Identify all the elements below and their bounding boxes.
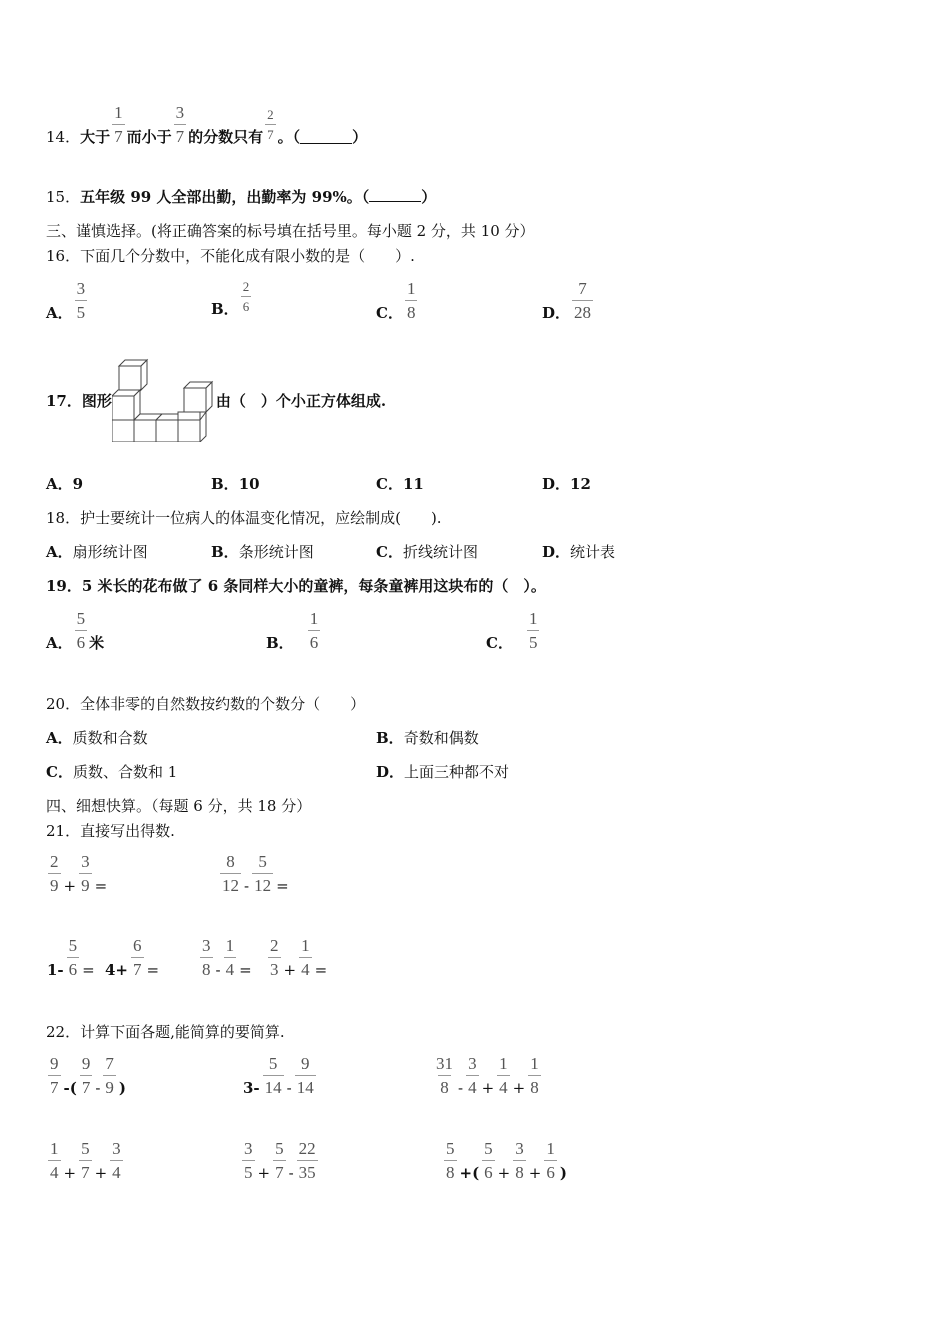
question-22-stem: 22．计算下面各题,能简算的要简算. [46,1023,285,1041]
option[interactable] [376,280,419,321]
fraction: $\frac{3}{8}$ [515,1139,524,1182]
fraction: $\frac{3}{8}$ [202,936,211,979]
option-value: 扇形统计图 [72,543,148,561]
equals-sign: = [82,960,95,979]
option-value: 折线统计图 [402,543,478,561]
equals-sign: = [314,960,328,979]
option[interactable] [376,541,478,562]
option-value: 9 [72,475,84,493]
fraction: $\frac{5}{6}$ [68,936,78,979]
fraction: $\frac{3}{7}$ [175,103,185,146]
option-label: D． [542,475,571,493]
operator: 4+ [105,960,129,979]
expression [46,937,96,978]
operator: 1- [47,960,64,979]
option-value: 11 [402,475,424,493]
question-21-stem: 21．直接写出得数. [46,822,175,840]
option-label: B． [211,475,239,493]
operator: + [63,1163,77,1182]
operator: 3- [243,1078,260,1097]
operator: - [95,1078,101,1097]
fraction: $\frac{1}{6}$ [546,1139,555,1182]
fraction: $\frac{8}{12}$ [222,852,239,895]
fraction: $\frac{2}{7}$ [267,107,274,142]
operator: - [215,960,221,979]
operator: ) [118,1078,127,1097]
option-label: A． [46,634,73,652]
fraction: $\frac{1}{5}$ [528,609,538,652]
option-value: 12 [570,475,591,493]
equals-sign: = [94,876,108,895]
operator: - [288,1163,294,1182]
expression [240,1140,320,1181]
fraction: $\frac{1}{4}$ [50,1139,59,1182]
option-value: 10 [238,475,260,493]
option-value: 奇数和偶数 [403,729,479,747]
fraction: $\frac{3}{9}$ [81,852,90,895]
option-label: C． [376,475,403,493]
question-text: 的分数只有 [188,128,264,146]
option[interactable] [46,280,89,321]
expression [242,1055,318,1096]
answer-blank[interactable] [369,187,421,202]
cube-figure [112,358,216,442]
option-label: C． [486,634,513,652]
option[interactable] [376,761,509,782]
operator: + [528,1163,542,1182]
fraction: $\frac{1}{4}$ [301,936,310,979]
option[interactable] [542,541,615,562]
fraction: $\frac{3}{4}$ [112,1139,121,1182]
operator: + [497,1163,511,1182]
question-number: 14． [46,128,81,146]
question-text: 大于 [80,128,111,146]
option-label: C． [46,763,73,781]
operator: + [63,876,77,895]
question-number: 15． [46,188,81,206]
option[interactable] [542,473,591,494]
option[interactable] [376,727,479,748]
fraction: $\frac{5}{8}$ [446,1139,455,1182]
fraction: $\frac{5}{14}$ [264,1054,282,1097]
option-label: B． [266,634,294,652]
fraction: $\frac{1}{8}$ [530,1054,539,1097]
option-label: B． [376,729,404,747]
fraction: $\frac{1}{8}$ [406,279,416,322]
question-20-stem: 20．全体非零的自然数按约数的个数分（ ） [46,695,366,713]
option-value: 统计表 [570,543,616,561]
option-value: 质数和合数 [72,729,148,747]
fraction: $\frac{6}{7}$ [133,936,142,979]
option-label: D． [376,763,405,781]
answer-blank[interactable] [300,129,352,144]
expression [104,937,160,978]
operator: + [481,1078,495,1097]
option[interactable] [46,541,148,562]
expression [218,853,290,894]
fraction: $\frac{2}{6}$ [242,279,250,314]
option-label: A． [46,729,73,747]
question-text: 由（ ）个小正方体组成. [215,391,387,410]
fraction: $\frac{9}{14}$ [296,1054,314,1097]
option-label: D． [542,543,571,561]
operator: + [512,1078,526,1097]
section-heading: 三、谨慎选择。(将正确答案的标号填在括号里。每小题 2 分，共 10 分） [46,222,535,240]
option[interactable] [46,761,177,782]
option-label: B． [211,300,239,318]
option-value: 条形统计图 [238,543,314,561]
question-text: 而小于 [126,128,172,146]
fraction: $\frac{5}{6}$ [76,609,86,652]
expression [46,853,108,894]
fraction: $\frac{1}{6}$ [309,609,319,652]
fraction: $\frac{2}{9}$ [50,852,59,895]
expression [46,1140,125,1181]
option[interactable] [46,727,148,748]
fraction: $\frac{7}{9}$ [105,1054,114,1097]
option[interactable] [46,610,104,651]
fraction: $\frac{5}{12}$ [254,852,272,895]
fraction: $\frac{1}{7}$ [114,103,123,146]
operator: - [286,1078,292,1097]
question-16-stem: 16．下面几个分数中，不能化成有限小数的是（ ）. [46,247,415,265]
option-label: A． [46,475,73,493]
fraction: $\frac{5}{7}$ [81,1139,90,1182]
operator: ) [559,1163,567,1182]
fraction: $\frac{1}{4}$ [499,1054,508,1097]
question-19-stem: 19．5 米长的花布做了 6 条同样大小的童裤，每条童裤用这块布的（ ）。 [46,577,546,595]
question-15 [46,186,436,207]
question-text: ） [421,188,437,206]
question-text: 五年级 99 人全部出勤，出勤率为 99%。（ [80,188,370,206]
option[interactable] [211,473,260,494]
option-label: C． [376,543,403,561]
equals-sign: = [239,960,252,979]
expression [46,1055,127,1096]
fraction: $\frac{7}{28}$ [574,279,592,322]
option[interactable] [376,473,424,494]
operator: + [94,1163,108,1182]
option[interactable] [211,541,314,562]
operator: - [458,1078,464,1097]
option[interactable] [542,280,595,321]
fraction: $\frac{5}{6}$ [484,1139,493,1182]
equals-sign: = [146,960,160,979]
fraction: $\frac{22}{35}$ [298,1139,316,1182]
fraction: $\frac{3}{5}$ [244,1139,253,1182]
question-text: 。（ [277,128,301,146]
option[interactable] [486,610,541,651]
option-label: D． [542,304,571,322]
expression [442,1140,568,1181]
expression [432,1055,543,1096]
option-label: A． [46,304,73,322]
unit-label: 米 [89,634,105,652]
option[interactable] [266,610,322,651]
question-text: 17．图形 [46,391,112,410]
operator: - [244,876,250,895]
operator: + [257,1163,271,1182]
expression [266,937,328,978]
option-label: C． [376,304,403,322]
operator: -( [63,1078,77,1097]
option-label: B． [211,543,239,561]
option[interactable] [46,473,83,494]
fraction: $\frac{3}{4}$ [468,1054,477,1097]
fraction: $\frac{3}{5}$ [76,279,86,322]
fraction: $\frac{5}{7}$ [275,1139,284,1182]
operator: +( [459,1163,480,1182]
question-18-stem: 18．护士要统计一位病人的体温变化情况，应绘制成( ). [46,509,442,527]
fraction: $\frac{9}{7}$ [81,1054,91,1097]
question-17 [46,358,386,442]
option-label: A． [46,543,73,561]
equals-sign: = [276,876,289,895]
question-text: ） [352,128,368,146]
fraction: $\frac{31}{8}$ [436,1054,453,1097]
section-heading: 四、细想快算。（每题 6 分，共 18 分） [46,797,312,815]
fraction: $\frac{2}{3}$ [270,936,279,979]
option-value: 上面三种都不对 [404,763,510,781]
question-14 [46,104,367,145]
option[interactable] [211,279,253,318]
fraction: $\frac{9}{7}$ [50,1054,59,1097]
expression [198,937,253,978]
fraction: $\frac{1}{4}$ [225,936,235,979]
option-value: 质数、合数和 1 [72,763,178,781]
operator: + [283,960,297,979]
